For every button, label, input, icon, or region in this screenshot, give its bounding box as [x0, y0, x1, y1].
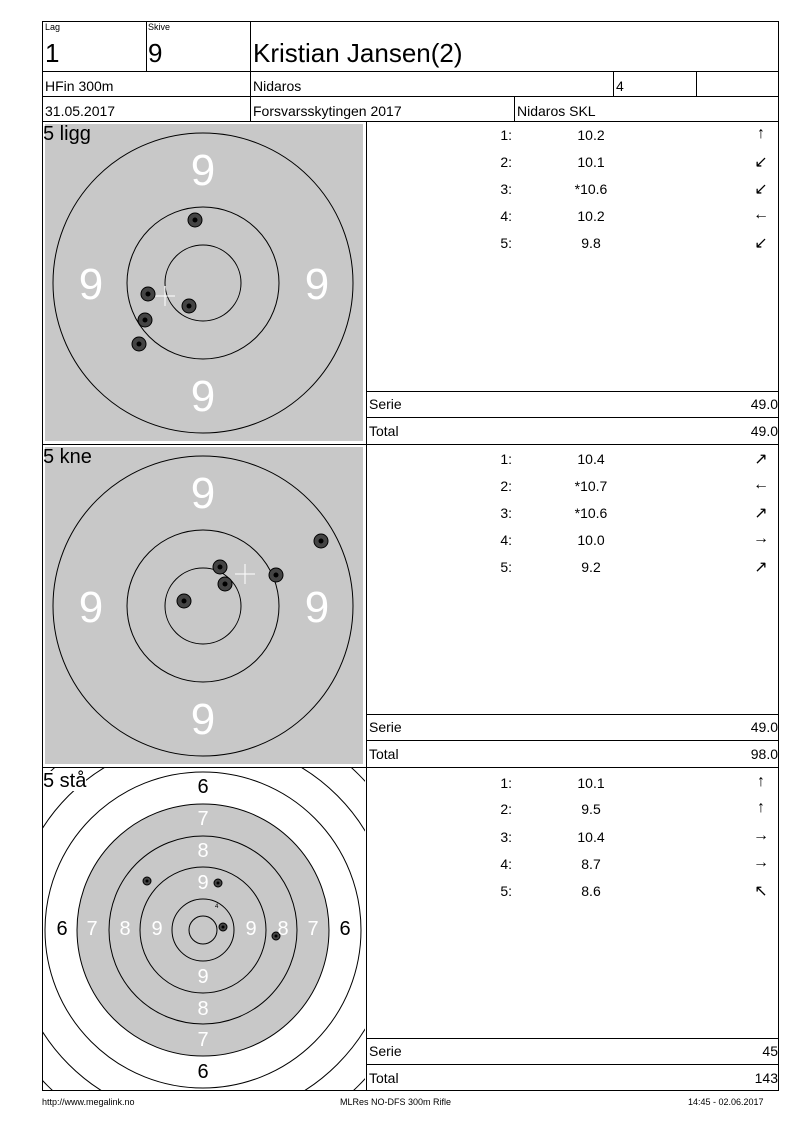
ring-label-left: 9	[78, 260, 104, 309]
direction-arrow-icon: ↗	[754, 505, 768, 522]
ring-label-left: 9	[78, 583, 104, 632]
target-staa	[43, 768, 365, 1090]
ring-label-9-bottom: 9	[197, 966, 209, 988]
header-vline-num	[696, 71, 697, 96]
shot-hole	[214, 879, 222, 887]
shot-hole	[182, 299, 196, 313]
total-divider	[366, 740, 779, 741]
shot-row	[368, 447, 778, 469]
footer-timestamp: 14:45 - 02.06.2017	[688, 1097, 764, 1107]
shot-score: 10.4	[577, 829, 605, 845]
shot-score: 9.5	[581, 801, 601, 817]
shot-hole	[219, 923, 227, 931]
direction-arrow-icon: ↙	[754, 154, 768, 171]
shot-row	[368, 528, 778, 550]
class-name: HFin 300m	[45, 78, 114, 94]
header-divider-2	[42, 96, 779, 97]
total-divider	[366, 417, 779, 418]
shot-hole	[132, 337, 146, 351]
direction-arrow-icon: →	[753, 530, 769, 547]
section-title-ligg: 5 ligg	[43, 123, 91, 145]
shot-row	[368, 501, 778, 523]
serie-divider	[366, 714, 779, 715]
shot-row	[368, 177, 778, 199]
frame-right	[778, 21, 779, 1091]
shot-number: 4:	[500, 532, 512, 548]
shot-marker-text: 4	[215, 904, 219, 910]
shot-number: 2:	[500, 801, 512, 817]
total-label: Total	[369, 746, 399, 762]
skive-value: 9	[148, 38, 163, 68]
shot-number: 5:	[500, 559, 512, 575]
ring-label-9-left: 9	[151, 918, 163, 940]
ring-label-bottom: 9	[190, 372, 216, 421]
shot-number: 4:	[500, 208, 512, 224]
shot-score: 10.0	[577, 532, 605, 548]
shot-row	[368, 204, 778, 226]
total-value: 143	[754, 1070, 778, 1086]
shot-number: 3:	[500, 829, 512, 845]
shot-score: 10.1	[577, 775, 605, 791]
class-number: 4	[616, 78, 624, 94]
shot-hole	[141, 287, 155, 301]
header-vline-lag	[146, 21, 147, 71]
shot-row	[368, 150, 778, 172]
shot-row	[368, 231, 778, 253]
direction-arrow-icon: ↗	[754, 451, 768, 468]
footer-program: MLRes NO-DFS 300m Rifle	[340, 1097, 452, 1107]
section-title-staa: 5 stå	[43, 770, 87, 792]
serie-value: 45	[762, 1043, 778, 1059]
shot-number: 4:	[500, 856, 512, 872]
shot-score: 8.6	[581, 883, 601, 899]
shot-number: 1:	[500, 775, 512, 791]
shot-number: 1:	[500, 127, 512, 143]
direction-arrow-icon: ↑	[757, 773, 765, 790]
total-divider	[366, 1064, 779, 1065]
shot-row	[368, 123, 778, 145]
ring-label-8-right: 8	[277, 918, 289, 940]
ring-label-7-bottom: 7	[197, 1029, 209, 1051]
ring-label-6-bottom: 6	[197, 1061, 209, 1083]
direction-arrow-icon: ↗	[754, 559, 768, 576]
ring-label-6-left: 6	[56, 918, 68, 940]
shot-row	[368, 879, 778, 901]
shot-hole	[143, 877, 151, 885]
serie-label: Serie	[369, 719, 402, 735]
shot-score: 10.1	[577, 154, 605, 170]
ring-label-8-left: 8	[119, 918, 131, 940]
ring-label-right: 9	[304, 260, 330, 309]
footer-url[interactable]: http://www.megalink.no	[42, 1097, 135, 1107]
direction-arrow-icon: ↑	[757, 799, 765, 816]
shot-score: 10.2	[577, 208, 605, 224]
ring-label-9-top: 9	[197, 872, 209, 894]
shot-row	[368, 825, 778, 847]
serie-value: 49.0	[750, 396, 778, 412]
ring-label-top: 9	[190, 469, 216, 518]
lag-label: Lag	[45, 22, 61, 32]
shot-row	[368, 852, 778, 874]
shot-row	[368, 797, 778, 819]
direction-arrow-icon: ↙	[754, 181, 768, 198]
header-vline-club	[613, 71, 614, 96]
shot-number: 2:	[500, 478, 512, 494]
shot-score: *10.7	[574, 478, 608, 494]
direction-arrow-icon: ↙	[754, 235, 768, 252]
shot-hole	[177, 594, 191, 608]
skive-label: Skive	[148, 22, 171, 32]
shot-hole	[188, 213, 202, 227]
header-divider-1	[42, 71, 779, 72]
frame-bottom	[42, 1090, 779, 1091]
header-vline-event	[514, 96, 515, 121]
shot-number: 5:	[500, 235, 512, 251]
ring-label-bottom: 9	[190, 695, 216, 744]
direction-arrow-icon: ←	[753, 476, 769, 493]
ring-label-7-top: 7	[197, 808, 209, 830]
shot-hole	[269, 568, 283, 582]
total-label: Total	[369, 423, 399, 439]
direction-arrow-icon: →	[753, 854, 769, 871]
direction-arrow-icon: ←	[753, 206, 769, 223]
column-divider	[366, 121, 367, 1091]
direction-arrow-icon: ↑	[757, 125, 765, 142]
event-name: Forsvarsskytingen 2017	[253, 103, 402, 119]
total-value: 98.0	[750, 746, 778, 762]
serie-divider	[366, 1038, 779, 1039]
ring-label-9-right: 9	[245, 918, 257, 940]
ring-label-7-right: 7	[307, 918, 319, 940]
shot-row	[368, 474, 778, 496]
ring-label-7-left: 7	[86, 918, 98, 940]
shot-score: *10.6	[574, 181, 608, 197]
ring-label-6-top: 6	[197, 776, 209, 798]
ring-label-top: 9	[190, 146, 216, 195]
total-label: Total	[369, 1070, 399, 1086]
total-value: 49.0	[750, 423, 778, 439]
shot-score: 8.7	[581, 856, 601, 872]
shot-number: 3:	[500, 181, 512, 197]
direction-arrow-icon: ↖	[754, 883, 768, 900]
shot-number: 5:	[500, 883, 512, 899]
serie-value: 49.0	[750, 719, 778, 735]
ring-label-8-top: 8	[197, 840, 209, 862]
serie-divider	[366, 391, 779, 392]
shot-score: 9.2	[581, 559, 601, 575]
ring-label-6-right: 6	[339, 918, 351, 940]
direction-arrow-icon: →	[753, 827, 769, 844]
shot-number: 1:	[500, 451, 512, 467]
ring-label-8-bottom: 8	[197, 998, 209, 1020]
shot-number: 2:	[500, 154, 512, 170]
shot-hole	[138, 313, 152, 327]
shot-row	[368, 555, 778, 577]
ring-label-right: 9	[304, 583, 330, 632]
target-kne	[43, 445, 365, 766]
section-title-kne: 5 kne	[43, 446, 92, 468]
date: 31.05.2017	[45, 103, 116, 119]
shot-score: 10.4	[577, 451, 605, 467]
shot-row	[368, 771, 778, 793]
target-ligg	[43, 122, 365, 443]
club-name: Nidaros	[253, 78, 302, 94]
lag-value: 1	[45, 38, 60, 68]
organizer: Nidaros SKL	[517, 103, 596, 119]
shot-score: 10.2	[577, 127, 605, 143]
shot-hole	[218, 577, 232, 591]
header-vline-name	[250, 21, 251, 121]
shot-hole	[213, 560, 227, 574]
shot-score: *10.6	[574, 505, 608, 521]
shot-number: 3:	[500, 505, 512, 521]
serie-label: Serie	[369, 396, 402, 412]
shot-score: 9.8	[581, 235, 601, 251]
shot-hole	[314, 534, 328, 548]
serie-label: Serie	[369, 1043, 402, 1059]
shooter-name: Kristian Jansen(2)	[253, 38, 463, 68]
